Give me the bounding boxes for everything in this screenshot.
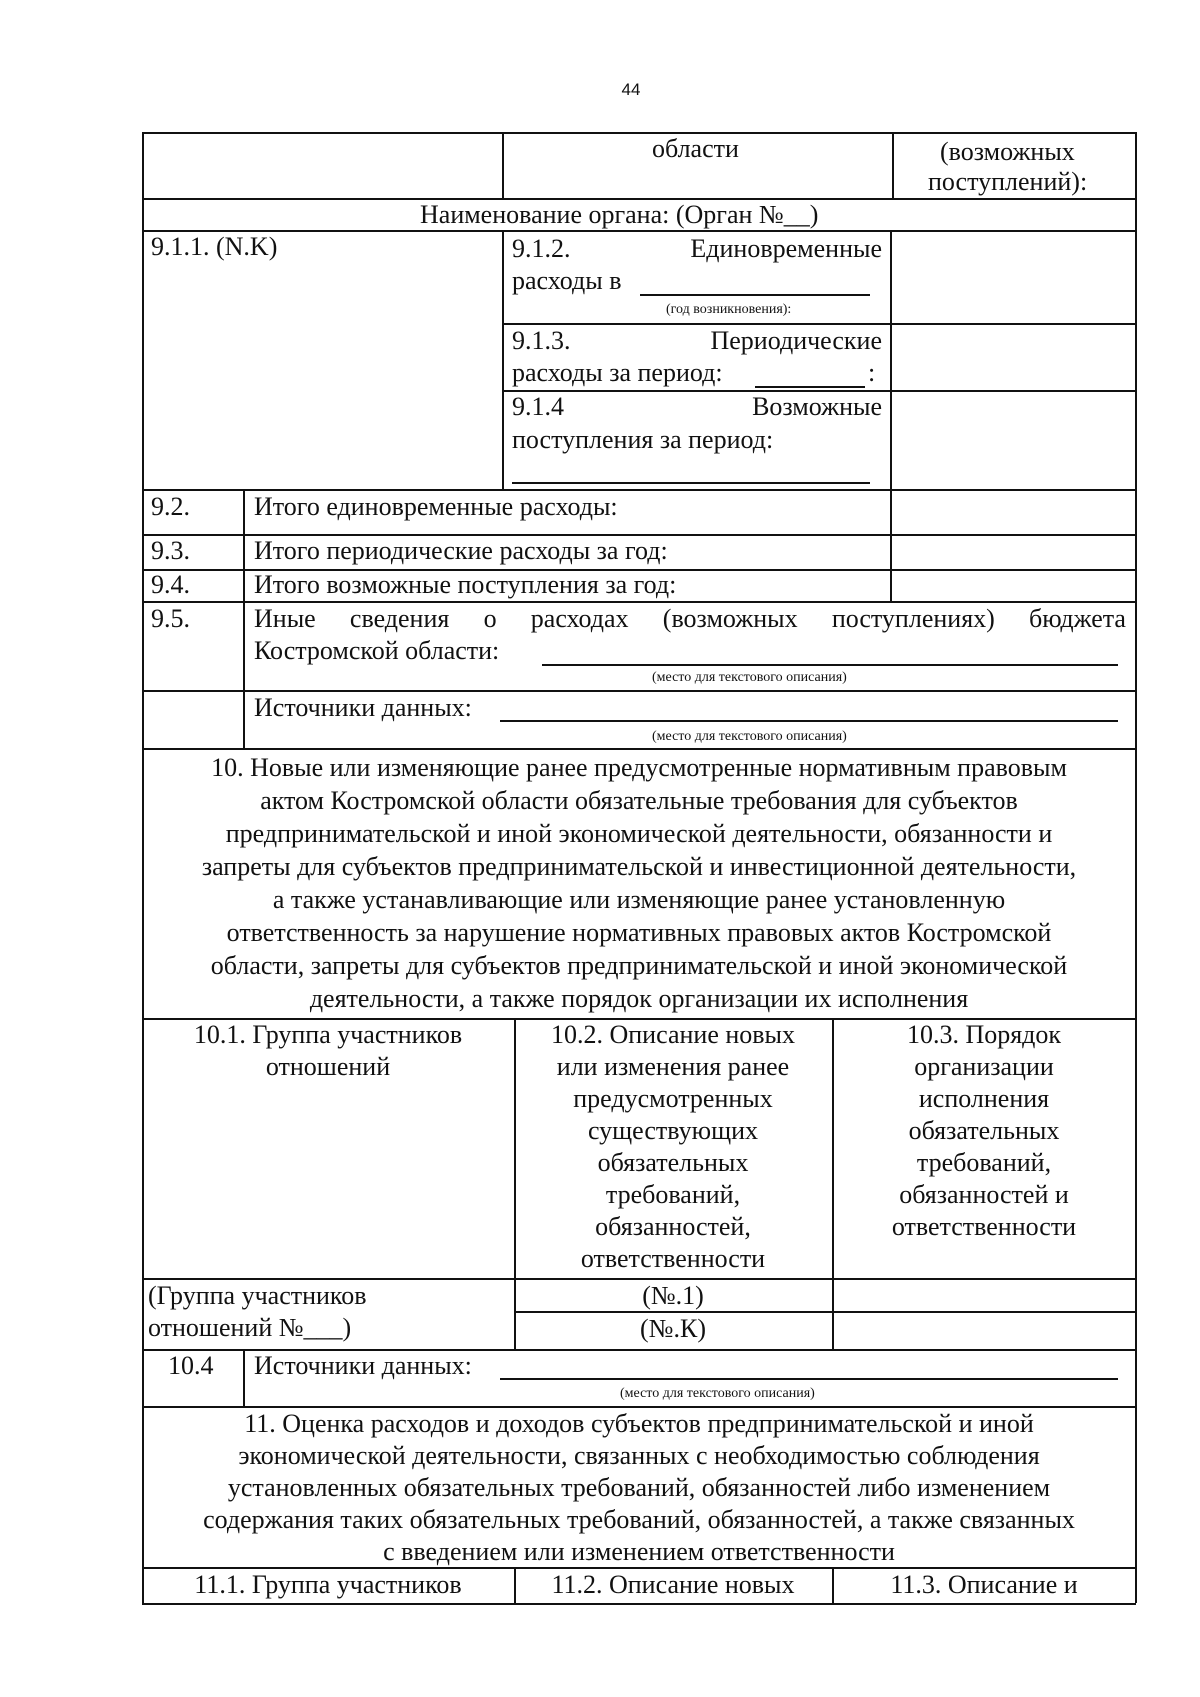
- section-11-heading: [142, 1408, 1136, 1568]
- item-9-1-4-word: Возможные: [752, 392, 882, 421]
- item-9-1-3-line2: расходы за период:: [512, 358, 723, 387]
- item-10-4-text: Источники данных:: [254, 1351, 472, 1380]
- section-11-line: 11. Оценка расходов и доходов субъектов предпринимательской и иной: [244, 1409, 1034, 1438]
- section-11-line: установленных обязательных требований, обязанностей либо изменением: [227, 1473, 1051, 1502]
- organ-name-header: Наименование органа: (Орган №__): [420, 200, 819, 229]
- col-10-1-line: отношений: [265, 1052, 391, 1081]
- section-10-line: предпринимательской и иной экономической деятельности, обязанности и: [225, 819, 1053, 848]
- col-10-3-line: обязательных: [908, 1116, 1060, 1145]
- item-9-5-word: расходах: [530, 604, 629, 633]
- col-10-2-header: [514, 1019, 832, 1275]
- item-9-1-3-line1: [512, 325, 882, 357]
- section-10-line: актом Костромской области обязательные требования для субъектов: [260, 786, 1018, 815]
- item-9-5-line2: Костромской области:: [254, 636, 500, 665]
- data-sources-caption: (место для текстового описания): [652, 729, 847, 744]
- section-11-line: содержания таких обязательных требований, обязанностей, а также связанных: [203, 1505, 1075, 1534]
- col-10-2-line: 10.2. Описание новых: [550, 1020, 796, 1049]
- item-9-2-number: 9.2.: [151, 492, 190, 521]
- item-9-5-word: о: [483, 604, 497, 633]
- col-10-2-line: предусмотренных: [573, 1084, 773, 1113]
- item-9-5-line1: [254, 603, 1126, 635]
- col-10-1-line: 10.1. Группа участников: [193, 1020, 463, 1049]
- col-11-3-header: 11.3. Описание и: [890, 1570, 1078, 1599]
- item-9-1-2-line1: [512, 233, 882, 265]
- item-10-4-number: 10.4: [168, 1351, 214, 1380]
- item-9-1-4-number: 9.1.4: [512, 392, 564, 421]
- budget-info-caption: (место для текстового описания): [652, 670, 847, 685]
- participant-group-label-1: (Группа участников: [148, 1281, 367, 1310]
- col-10-3-header: [832, 1019, 1136, 1243]
- item-9-1-3-number: 9.1.3.: [512, 326, 571, 355]
- col-10-2-line: обязанностей,: [595, 1212, 751, 1241]
- section-10-line: области, запреты для субъектов предпринимательской и иной экономической: [210, 951, 1068, 980]
- item-9-1-4-line1: [512, 391, 882, 423]
- data-sources-label: Источники данных:: [254, 693, 472, 722]
- top-row-income-label-2: поступлений):: [928, 167, 1088, 196]
- year-blank-line: [640, 294, 870, 296]
- col-10-3-line: исполнения: [918, 1084, 1050, 1113]
- col-10-3-line: требований,: [916, 1148, 1052, 1177]
- col-11-2-header: 11.2. Описание новых: [551, 1570, 795, 1599]
- col-10-3-line: 10.3. Порядок: [906, 1020, 1062, 1049]
- item-9-4-number: 9.4.: [151, 570, 190, 599]
- item-9-1-1: 9.1.1. (N.K): [151, 232, 278, 261]
- col-10-3-line: обязанностей и: [899, 1180, 1069, 1209]
- item-9-5-number: 9.5.: [151, 604, 190, 633]
- section-11-line: с введением или изменением ответственности: [383, 1537, 895, 1566]
- year-caption: (год возникновения):: [666, 302, 792, 317]
- col-10-2-line: существующих: [587, 1116, 759, 1145]
- item-10-4-blank-line: [500, 1378, 1118, 1380]
- col-10-2-line: или изменения ранее: [556, 1052, 790, 1081]
- col-10-3-line: ответственности: [891, 1212, 1077, 1241]
- income-blank-line: [512, 482, 870, 484]
- item-9-1-2-word: Единовременные: [690, 234, 882, 263]
- item-9-3-number: 9.3.: [151, 536, 190, 565]
- group-item-1: (№.1): [642, 1281, 704, 1310]
- group-item-k: (№.К): [640, 1314, 706, 1343]
- section-10-line: запреты для субъектов предпринимательской и инвестиционной деятельности,: [201, 852, 1077, 881]
- section-11-line: экономической деятельности, связанных с необходимостью соблюдения: [238, 1441, 1040, 1470]
- item-9-4-text: Итого возможные поступления за год:: [254, 570, 677, 599]
- item-9-5-word: сведения: [349, 604, 450, 633]
- col-10-2-line: обязательных: [597, 1148, 749, 1177]
- col-10-1-header: [142, 1019, 514, 1083]
- col-11-1-header: 11.1. Группа участников: [194, 1570, 462, 1599]
- item-10-4-caption: (место для текстового описания): [620, 1386, 815, 1401]
- item-9-1-2-line2: расходы в: [512, 266, 622, 295]
- item-9-5-word: бюджета: [1029, 604, 1126, 633]
- item-9-5-word: Иные: [254, 604, 316, 633]
- item-9-1-4-line2: поступления за период:: [512, 425, 774, 454]
- item-9-2-text: Итого единовременные расходы:: [254, 492, 618, 521]
- top-row-area-cell: области: [652, 134, 739, 163]
- section-10-line: деятельности, а также порядок организации их исполнения: [309, 984, 969, 1013]
- section-10-line: ответственность за нарушение нормативных правовых актов Костромской: [226, 918, 1052, 947]
- col-10-2-line: ответственности: [580, 1244, 766, 1273]
- item-9-1-2-number: 9.1.2.: [512, 234, 571, 263]
- item-9-1-3-colon: :: [868, 358, 876, 387]
- section-10-line: а также устанавливающие или изменяющие ранее установленную: [272, 885, 1006, 914]
- top-row-income-label-1: (возможных: [940, 137, 1075, 166]
- period-blank-line: [755, 386, 865, 388]
- col-10-3-line: организации: [914, 1052, 1054, 1081]
- section-10-heading: [142, 751, 1136, 1015]
- item-9-5-word: поступлениях): [831, 604, 995, 633]
- col-10-2-line: требований,: [605, 1180, 741, 1209]
- participant-group-label-2: отношений №___): [148, 1313, 352, 1342]
- item-9-1-3-word: Периодические: [710, 326, 882, 355]
- page-number: 44: [621, 80, 641, 99]
- data-sources-blank-line: [500, 720, 1118, 722]
- budget-info-blank-line: [542, 664, 1118, 666]
- item-9-5-word: (возможных: [662, 604, 798, 633]
- item-9-3-text: Итого периодические расходы за год:: [254, 536, 668, 565]
- section-10-line: 10. Новые или изменяющие ранее предусмотренные нормативным правовым: [211, 753, 1067, 782]
